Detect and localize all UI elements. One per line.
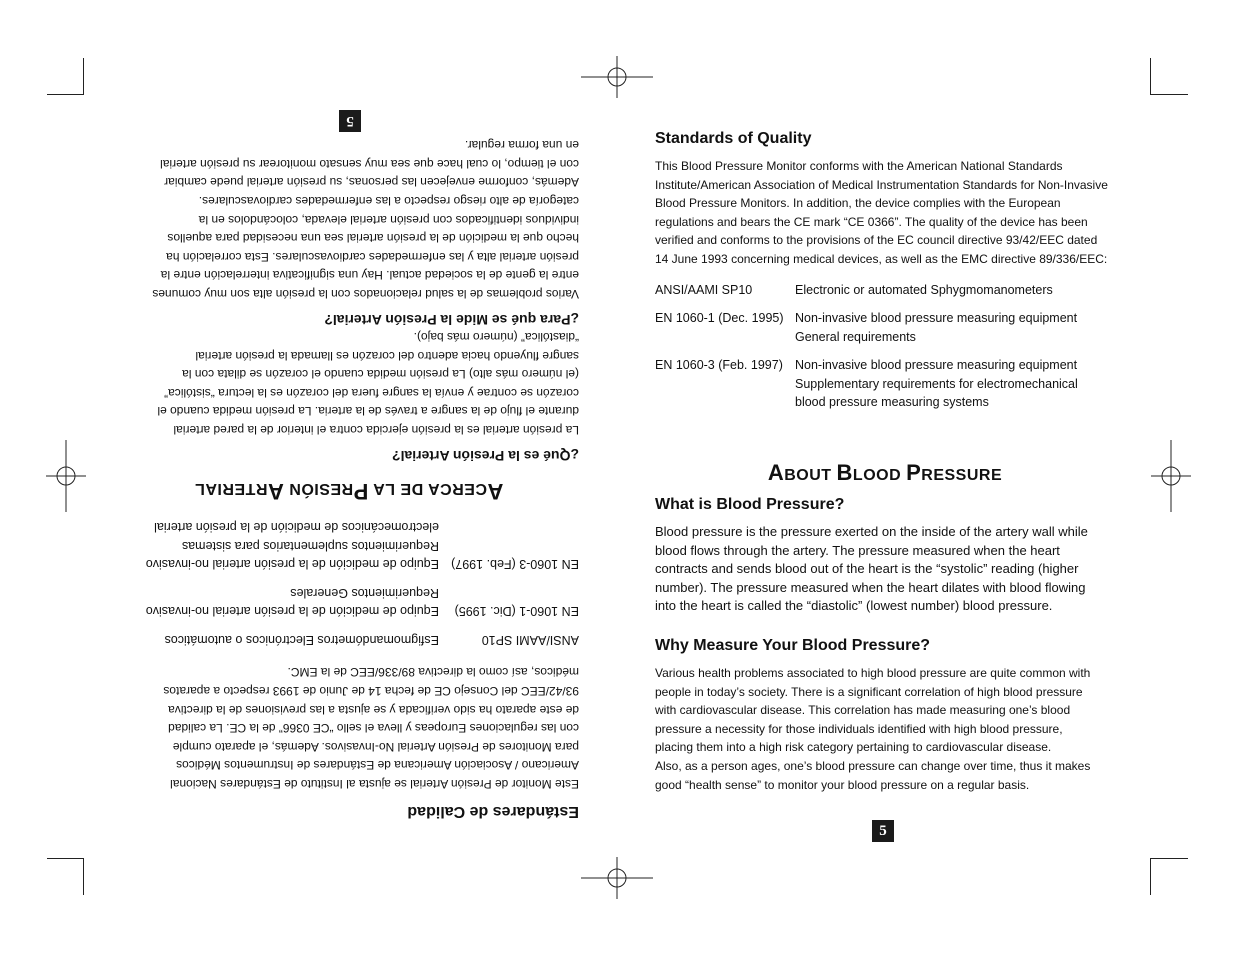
es-why-measure-heading: ¿Para qué se Mide la Presión Arterial? (324, 312, 579, 328)
what-is-line: number). The pressure measured when the heart dilates with blood flowing (655, 579, 1086, 595)
why-line: Various health problems associated to high blood pressure are quite common with (655, 666, 1091, 680)
es-standards-line: de este aparato ha sido verificada y se ajusta a las previsiones de la directiva (168, 702, 579, 717)
standards-row (655, 281, 1115, 300)
es-why-line: en una forma regular. (464, 138, 579, 153)
title-part: LOOD (852, 467, 907, 484)
spanish-page (0, 0, 617, 954)
what-is-section (655, 496, 1115, 616)
es-what-is-line: La presión arterial es la presión ejercida contra el interior de la pared arterial (173, 423, 579, 437)
es-standards-line: con las regulaciones Europeas y lleva el sello “CE 0366” de la CE. La calidad (168, 721, 579, 736)
standard-desc (795, 309, 1077, 346)
standard-desc-line: Non-invasive blood pressure measuring equipment (795, 358, 1078, 373)
standards-paragraph (655, 157, 1115, 269)
standards-line: This Blood Pressure Monitor conforms with the American National Standards (655, 159, 1063, 173)
standard-desc (795, 356, 1078, 412)
es-standards-row (119, 630, 579, 649)
es-standard-desc-line: Equipo de medición de la presión arterial no-invasivo (145, 557, 439, 572)
standards-heading: Standards of Quality (655, 130, 812, 147)
es-why-line: con el tiempo, lo cual hace que sea muy sensato monitorear su presión arterial (160, 156, 579, 171)
standards-section (655, 130, 1115, 412)
standard-desc-line: Supplementary requirements for electromechanical (795, 376, 1078, 391)
standards-row (655, 356, 1115, 412)
title-part: BOUT (784, 467, 837, 484)
es-standard-desc-line: Esfigmomandómetros Electrónicos o automáticos (164, 632, 439, 647)
es-title-part: RTERIAL (194, 480, 268, 497)
standards-line: Institute/American Association of Medical Instrumentation Standards for Non-Invasive (655, 177, 1108, 192)
es-standard-desc-line: Equipo de medición de la presión arterial no-invasivo (145, 604, 439, 619)
standards-row (655, 309, 1115, 346)
standard-desc-line: blood pressure measuring systems (795, 395, 989, 410)
standard-desc-line: Electronic or automated Sphygmomanometers (795, 282, 1053, 297)
standard-desc (795, 281, 1053, 300)
why-line: people in today’s society. There is a significant correlation of high blood pressure (655, 684, 1083, 699)
why-measure-section (655, 637, 1115, 794)
es-standards-line: Americano / Asociación Americana de Estándares de Instrumentos Médicos (176, 758, 579, 773)
es-standards-line: 93/42/EEC del Consejo CE de fecha 14 de Junio de 1993 respecto a aparatos (163, 684, 579, 699)
standards-line: verified and conforms to the provisions of the EC council directive 93/42/EEC dated (655, 233, 1098, 248)
title-part: P (906, 460, 922, 485)
es-what-is-line: (el número más alto) La presión medida cuando el corazón se dilata con la (182, 367, 579, 382)
es-standard-desc (146, 583, 439, 620)
standards-line: Blood Pressure Monitors. In addition, the device complies with the European (655, 196, 1061, 211)
why-line: pressure a necessity for those individuals identified with high blood pressure, (655, 721, 1063, 736)
why-measure-heading: Why Measure Your Blood Pressure? (655, 637, 931, 654)
why-line: with cardiovascular disease. This correlation has made measuring one’s blood (655, 703, 1071, 718)
es-what-is-line: corazón se contrae y envía la sangre fuera del corazón es la lectura “sistólica” (164, 385, 579, 400)
es-what-is-heading: ¿Qué es la Presión Arterial? (392, 448, 579, 464)
standards-line: 14 June 1993 concerning medical devices, as well as the EMC directive 89/336/EEC: (655, 251, 1108, 266)
why-line: Also, as a person ages, one’s blood pressure can change over time, thus it makes (655, 758, 1091, 773)
es-standard-desc-line: electromecánicos de medición de la presión arterial (154, 520, 439, 535)
title-part: B (836, 460, 853, 485)
es-title-part: CERCA DE LA (368, 480, 487, 497)
what-is-line: contracts and sends blood out of the heart is the “systolic” reading (higher (655, 561, 1079, 577)
es-why-measure-section (119, 136, 579, 328)
standards-table (655, 281, 1115, 412)
es-why-line: presión arterial alta y las enfermedades cardiovasculares. Esta correlación ha (166, 249, 579, 264)
es-why-line: categoría de alto riesgo respecto a las enfermedades cardiovasculares. (198, 194, 579, 209)
es-why-line: individuos identificados con presión arterial elevada, colocándolos en la (198, 212, 579, 227)
es-what-is-line: sangre fluyendo hacia adentro del corazón es llamada la presión arterial (195, 348, 579, 363)
es-why-line: entre la gente de la sociedad actual. Hay una significativa interrelación entre la (160, 268, 579, 283)
standard-code: EN 1060-3 (Feb. 1997) (655, 358, 783, 373)
es-title-part: RESIÓN (283, 480, 354, 497)
es-standard-desc-line: Requerimientos suplementarios para sistemas (181, 538, 439, 553)
title-part: RESSURE (921, 467, 1003, 484)
es-standards-paragraph (119, 663, 579, 793)
es-what-is-line: “diastólica” (número más bajo). (413, 330, 579, 345)
es-standard-desc (165, 630, 439, 649)
standard-desc-line: Non-invasive blood pressure measuring equipment (795, 311, 1078, 326)
standard-code: EN 1060-1 (Dec. 1995) (655, 311, 784, 326)
what-is-line: blood flows through the artery. The pressure measured when the heart (655, 542, 1060, 558)
standard-code: ANSI/AAMI SP10 (655, 282, 753, 297)
es-what-is-line: durante el flujo de la sangre a través de la arteria. La presión medida cuando el (157, 404, 579, 419)
es-title-part: A (486, 479, 504, 504)
standard-desc-line: General requirements (795, 329, 916, 344)
es-title-part: P (353, 479, 369, 504)
es-standards-line: Este Monitor de Presión Arterial se ajusta al Instituto de Estándares Nacional (170, 777, 579, 791)
es-standards-section (119, 518, 579, 820)
why-line: placing them into a high risk category pertaining to cardiovascular disease. (655, 740, 1052, 755)
es-standards-row (119, 583, 579, 620)
es-standards-line: médicos, así como la directiva 89/336/EEC de la EMC. (287, 665, 579, 680)
es-standard-code: EN 1060-3 (Feb. 1997) (451, 557, 579, 572)
es-standard-code: ANSI/AAMI SP10 (481, 632, 579, 647)
es-title-part: A (267, 479, 284, 504)
title-part: A (767, 460, 785, 485)
why-line: good “health sense” to monitor your blood pressure on a regular basis. (655, 777, 1030, 792)
standards-line: regulations and bears the CE mark “CE 0366”. The quality of the device has been (655, 214, 1088, 229)
what-is-line: Blood pressure is the pressure exerted on the inside of the artery wall while (655, 524, 1088, 539)
es-standard-desc-line: Requerimientos Generales (290, 585, 439, 600)
es-standards-heading: Estándares de Calidad (407, 803, 579, 820)
what-is-line: into the heart is called the “diastolic” (lowest number) blood pressure. (655, 598, 1053, 614)
es-what-is-section (119, 327, 579, 464)
es-about-title (119, 478, 579, 504)
what-is-heading: What is Blood Pressure? (655, 496, 845, 513)
es-why-line: hecho que la medición de la presión arterial sea una necesidad para aquellos (167, 231, 579, 246)
es-standard-desc (146, 518, 439, 574)
es-standards-line: para Monitores de Presión Arterial No-Invasivos. Además, el aparato cumple (172, 739, 579, 754)
es-why-line: Además, conforme envejecen las personas, su presión arterial puede cambiar (164, 175, 579, 190)
es-why-line: Varios problemas de la salud relacionados con la presión alta son muy comunes (152, 287, 579, 301)
es-page-number: 5 (339, 110, 361, 132)
page-number: 5 (872, 820, 894, 842)
english-page (617, 0, 1235, 954)
about-blood-pressure-title (655, 460, 1115, 486)
es-standard-code: EN 1060-1 (Dic. 1995) (454, 604, 579, 619)
es-standards-row (119, 518, 579, 574)
es-standards-table (119, 518, 579, 649)
